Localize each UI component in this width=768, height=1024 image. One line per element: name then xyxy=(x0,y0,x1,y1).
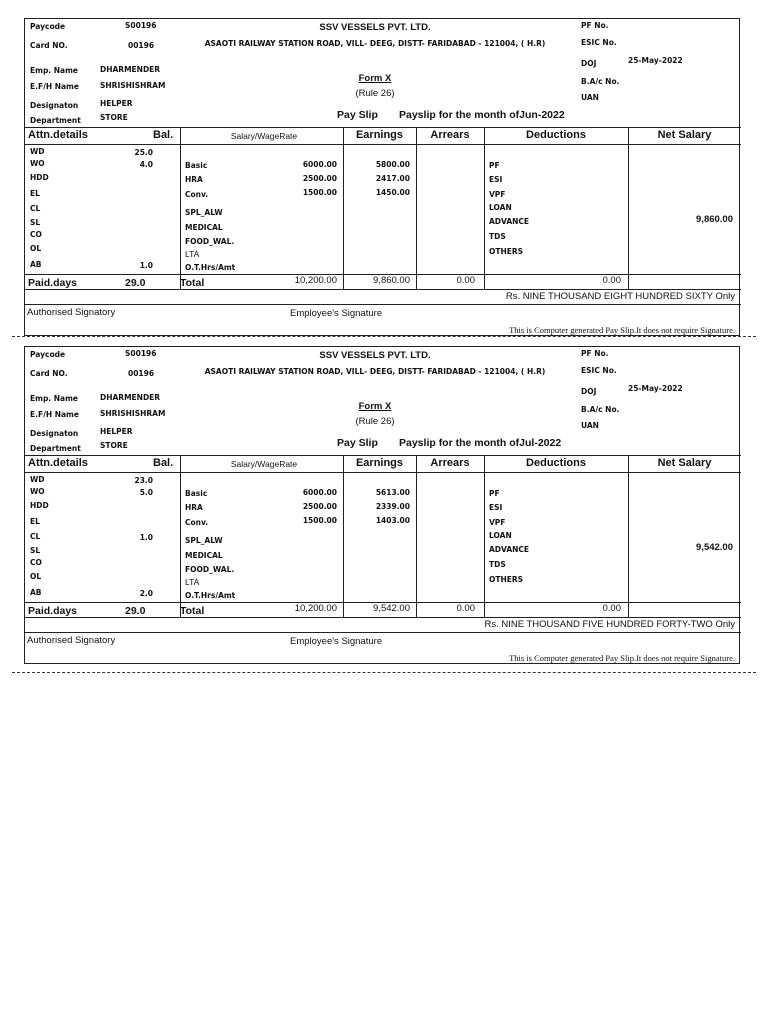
net-salary-value: 9,542.00 xyxy=(696,542,733,553)
designation-label: Designaton xyxy=(30,101,79,110)
department-value: STORE xyxy=(100,441,128,450)
department-value: STORE xyxy=(100,113,128,122)
col-deductions-divider xyxy=(628,455,629,617)
component-conv: Conv. xyxy=(185,190,209,199)
total-label: Total xyxy=(180,605,205,617)
arrears-header: Arrears xyxy=(430,457,470,469)
authorised-signatory: Authorised Signatory xyxy=(27,307,116,318)
emp-name-value: DHARMENDER xyxy=(100,65,161,74)
deduction-esi: ESI xyxy=(489,503,503,512)
deduction-esi: ESI xyxy=(489,175,503,184)
bal-header: Bal. xyxy=(153,457,174,469)
rate-value: 2500.00 xyxy=(302,502,337,511)
authorised-signatory: Authorised Signatory xyxy=(27,635,116,646)
paid-days-label: Paid.days xyxy=(28,605,78,617)
earning-value: 2417.00 xyxy=(375,174,410,183)
salary-rate-header: Salary/WageRate xyxy=(230,131,298,141)
doj-value: 25-May-2022 xyxy=(628,384,683,393)
deduction-others: OTHERS xyxy=(489,247,524,256)
col-deductions-divider xyxy=(628,127,629,289)
deduction-advance: ADVANCE xyxy=(489,545,530,554)
esic-no-label: ESIC No. xyxy=(581,38,617,47)
attn-value-ab: 1.0 xyxy=(139,261,153,270)
attn-code-el: EL xyxy=(30,517,40,526)
component-medical: MEDICAL xyxy=(185,223,223,232)
component-medical: MEDICAL xyxy=(185,551,223,560)
attn-details-header: Attn.details xyxy=(28,129,88,141)
total-earnings: 9,542.00 xyxy=(373,603,410,614)
paycode-label: Paycode xyxy=(30,22,66,31)
attn-code-el: EL xyxy=(30,189,40,198)
company-address: ASAOTI RAILWAY STATION ROAD, VILL- DEEG, DISTT- FARIDABAD - 121004, ( H.R) xyxy=(204,367,546,376)
component-basic: Basic xyxy=(185,161,208,170)
card-no-value: 00196 xyxy=(128,369,155,378)
month-title: Payslip for the month ofJun-2022 xyxy=(399,109,565,121)
deduction-pf: PF xyxy=(489,161,500,170)
attn-code-cl: CL xyxy=(30,532,41,541)
component-food-wal: FOOD_WAL. xyxy=(185,237,235,246)
col-earnings-divider xyxy=(416,127,417,289)
earnings-header: Earnings xyxy=(355,457,404,469)
emp-name-label: Emp. Name xyxy=(30,66,79,75)
rate-value: 1500.00 xyxy=(302,516,337,525)
net-salary-header: Net Salary xyxy=(657,129,712,141)
component-hra: HRA xyxy=(185,175,203,184)
component-spl-alw: SPL_ALW xyxy=(185,208,223,217)
pf-no-label: PF No. xyxy=(581,349,609,358)
col-earnings-divider xyxy=(416,455,417,617)
payslip-label: Pay Slip xyxy=(337,437,378,449)
esic-no-label: ESIC No. xyxy=(581,366,617,375)
component-basic: Basic xyxy=(185,489,208,498)
efh-name-value: SHRISHISHRAM xyxy=(100,409,166,418)
cut-line-1 xyxy=(12,336,756,337)
payslip-1 xyxy=(24,18,740,336)
attn-code-co: CO xyxy=(30,230,42,239)
footer-note: This is Computer generated Pay Slip.It does not require Signature. xyxy=(509,325,735,335)
card-no-value: 00196 xyxy=(128,41,155,50)
attn-code-co: CO xyxy=(30,558,42,567)
deductions-header: Deductions xyxy=(526,129,586,141)
total-earnings: 9,860.00 xyxy=(373,275,410,286)
attn-code-wo: WO xyxy=(30,159,45,168)
attn-value-cl: 1.0 xyxy=(139,533,153,542)
bac-no-label: B.A/c No. xyxy=(581,77,620,86)
efh-name-label: E.F/H Name xyxy=(30,82,79,91)
deduction-tds: TDS xyxy=(489,232,506,241)
rate-value: 6000.00 xyxy=(302,488,337,497)
deduction-vpf: VPF xyxy=(489,190,506,199)
rule-text: (Rule 26) xyxy=(355,416,395,427)
card-no-label: Card NO. xyxy=(30,41,68,50)
amount-in-words: Rs. NINE THOUSAND FIVE HUNDRED FORTY-TWO Only xyxy=(484,619,735,630)
attn-value-wo: 5.0 xyxy=(139,488,153,497)
component-food-wal: FOOD_WAL. xyxy=(185,565,235,574)
totals-bottom-line xyxy=(25,617,741,618)
paycode-value: S00196 xyxy=(125,21,157,30)
component-o-t-hrs-amt: O.T.Hrs/Amt xyxy=(185,591,236,600)
attn-details-header: Attn.details xyxy=(28,457,88,469)
department-label: Department xyxy=(30,444,81,453)
attn-code-hdd: HDD xyxy=(30,173,49,182)
card-no-label: Card NO. xyxy=(30,369,68,378)
company-name: SSV VESSELS PVT. LTD. xyxy=(319,350,431,361)
paid-days-label: Paid.days xyxy=(28,277,78,289)
efh-name-value: SHRISHISHRAM xyxy=(100,81,166,90)
designation-value: HELPER xyxy=(100,427,133,436)
component-lta: LTA xyxy=(185,577,200,587)
earning-value: 1403.00 xyxy=(375,516,410,525)
component-conv: Conv. xyxy=(185,518,209,527)
total-arrears: 0.00 xyxy=(456,275,475,286)
rate-value: 6000.00 xyxy=(302,160,337,169)
designation-label: Designaton xyxy=(30,429,79,438)
paid-days-value: 29.0 xyxy=(125,277,146,289)
col-rate-divider xyxy=(343,455,344,617)
component-o-t-hrs-amt: O.T.Hrs/Amt xyxy=(185,263,236,272)
totals-bottom-line xyxy=(25,289,741,290)
deduction-others: OTHERS xyxy=(489,575,524,584)
month-title: Payslip for the month ofJul-2022 xyxy=(399,437,562,449)
attn-code-cl: CL xyxy=(30,204,41,213)
payslip-2 xyxy=(24,346,740,664)
attn-code-ab: AB xyxy=(30,260,42,269)
rule-text: (Rule 26) xyxy=(355,88,395,99)
earning-value: 5800.00 xyxy=(375,160,410,169)
words-bottom-line xyxy=(25,632,741,633)
col-arrears-divider xyxy=(484,127,485,289)
total-rate: 10,200.00 xyxy=(294,275,337,286)
net-salary-header: Net Salary xyxy=(657,457,712,469)
total-rate: 10,200.00 xyxy=(294,603,337,614)
footer-note: This is Computer generated Pay Slip.It does not require Signature. xyxy=(509,653,735,663)
designation-value: HELPER xyxy=(100,99,133,108)
table-top-line xyxy=(25,127,741,128)
col-bal-divider xyxy=(180,455,181,617)
component-spl-alw: SPL_ALW xyxy=(185,536,223,545)
attn-code-ab: AB xyxy=(30,588,42,597)
arrears-header: Arrears xyxy=(430,129,470,141)
attn-code-wd: WD xyxy=(30,147,45,156)
component-hra: HRA xyxy=(185,503,203,512)
net-salary-value: 9,860.00 xyxy=(696,214,733,225)
attn-code-wd: WD xyxy=(30,475,45,484)
earning-value: 5613.00 xyxy=(375,488,410,497)
form-title: Form X xyxy=(358,73,392,84)
col-bal-divider xyxy=(180,127,181,289)
total-deductions: 0.00 xyxy=(602,603,621,614)
attn-value-wd: 25.0 xyxy=(134,148,153,157)
employee-signature: Employee's Signature xyxy=(290,636,383,647)
deduction-loan: LOAN xyxy=(489,531,512,540)
deduction-loan: LOAN xyxy=(489,203,512,212)
doj-label: DOJ xyxy=(581,59,597,68)
attn-value-ab: 2.0 xyxy=(139,589,153,598)
attn-code-ol: OL xyxy=(30,244,42,253)
attn-code-hdd: HDD xyxy=(30,501,49,510)
uan-label: UAN xyxy=(581,421,599,430)
emp-name-value: DHARMENDER xyxy=(100,393,161,402)
attn-code-ol: OL xyxy=(30,572,42,581)
attn-code-wo: WO xyxy=(30,487,45,496)
paid-days-value: 29.0 xyxy=(125,605,146,617)
total-deductions: 0.00 xyxy=(602,275,621,286)
col-arrears-divider xyxy=(484,455,485,617)
words-bottom-line xyxy=(25,304,741,305)
bac-no-label: B.A/c No. xyxy=(581,405,620,414)
cut-line-2 xyxy=(12,672,756,673)
deduction-pf: PF xyxy=(489,489,500,498)
earning-value: 1450.00 xyxy=(375,188,410,197)
attn-code-sl: SL xyxy=(30,546,41,555)
paycode-label: Paycode xyxy=(30,350,66,359)
company-name: SSV VESSELS PVT. LTD. xyxy=(319,22,431,33)
deduction-tds: TDS xyxy=(489,560,506,569)
amount-in-words: Rs. NINE THOUSAND EIGHT HUNDRED SIXTY Only xyxy=(505,291,735,302)
emp-name-label: Emp. Name xyxy=(30,394,79,403)
payslip-label: Pay Slip xyxy=(337,109,378,121)
paycode-value: S00196 xyxy=(125,349,157,358)
rate-value: 2500.00 xyxy=(302,174,337,183)
rate-value: 1500.00 xyxy=(302,188,337,197)
department-label: Department xyxy=(30,116,81,125)
table-top-line xyxy=(25,455,741,456)
col-rate-divider xyxy=(343,127,344,289)
total-label: Total xyxy=(180,277,205,289)
bal-header: Bal. xyxy=(153,129,174,141)
attn-code-sl: SL xyxy=(30,218,41,227)
table-header-line xyxy=(25,144,741,145)
deduction-advance: ADVANCE xyxy=(489,217,530,226)
efh-name-label: E.F/H Name xyxy=(30,410,79,419)
attn-value-wo: 4.0 xyxy=(139,160,153,169)
form-title: Form X xyxy=(358,401,392,412)
deduction-vpf: VPF xyxy=(489,518,506,527)
doj-value: 25-May-2022 xyxy=(628,56,683,65)
company-address: ASAOTI RAILWAY STATION ROAD, VILL- DEEG, DISTT- FARIDABAD - 121004, ( H.R) xyxy=(204,39,546,48)
salary-rate-header: Salary/WageRate xyxy=(230,459,298,469)
pf-no-label: PF No. xyxy=(581,21,609,30)
doj-label: DOJ xyxy=(581,387,597,396)
earnings-header: Earnings xyxy=(355,129,404,141)
total-arrears: 0.00 xyxy=(456,603,475,614)
table-header-line xyxy=(25,472,741,473)
deductions-header: Deductions xyxy=(526,457,586,469)
component-lta: LTA xyxy=(185,249,200,259)
attn-value-wd: 23.0 xyxy=(134,476,153,485)
employee-signature: Employee's Signature xyxy=(290,308,383,319)
uan-label: UAN xyxy=(581,93,599,102)
earning-value: 2339.00 xyxy=(375,502,410,511)
